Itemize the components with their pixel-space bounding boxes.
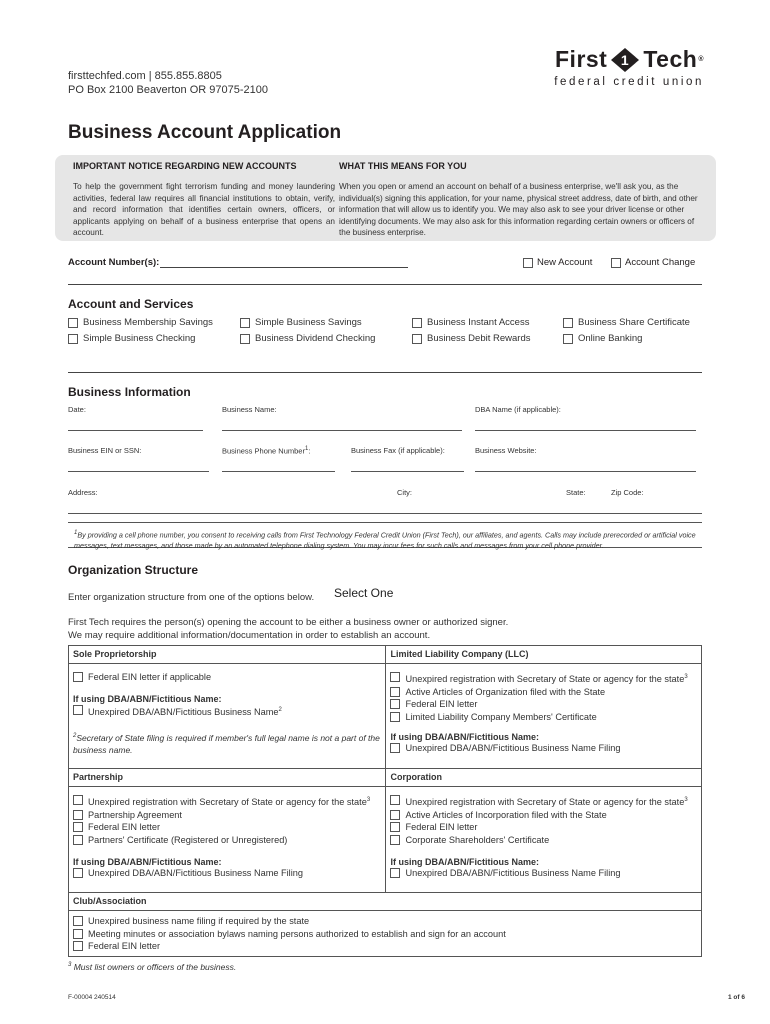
corporation-dba-heading: If using DBA/ABN/Fictitious Name: [390,857,539,868]
page-title: Business Account Application [68,122,342,143]
club-name-filing-option[interactable] [69,915,701,928]
llc-registration-sup: 3 [684,674,688,680]
address-label: Address: [68,488,98,497]
logo-subtitle: federal credit union [554,76,704,88]
sole-ein-option[interactable] [69,671,385,684]
city-label: City: [397,488,412,497]
sole-footnote-text: Secretary of State filing is required if member's full legal name is not a part of the business name. [73,732,380,755]
corporation-registration-label [405,794,687,809]
service-label: Business Membership Savings [83,317,213,328]
corporation-articles-label: Active Articles of Incorporation filed with the State [405,809,607,820]
footnote-text: By providing a cell phone number, you consent to receiving calls from First Technology Federal Credit Union (First Tech), our affiliates, and agents. Calls may include prerecorded or artificial voice messages, text messages, and those made by an automated telephone dialing system. You may incur fees for such calls and messages from your cell phone provider. [74,530,696,550]
llc-registration-text: Unexpired registration with Secretary of State or agency for the state [405,674,685,685]
service-label: Online Banking [578,333,643,344]
llc-dba-option[interactable] [386,742,701,755]
service-checkbox[interactable] [412,334,422,344]
corporate-shareholders-label: Corporate Shareholders' Certificate [405,834,550,845]
website-label: Business Website: [475,446,537,455]
partnership-registration-option[interactable] [69,794,385,809]
partnership-dba-option[interactable] [69,867,385,880]
corporate-shareholders-option[interactable] [386,834,701,847]
partnership-ein-option[interactable] [69,821,385,834]
service-label: Simple Business Savings [255,317,362,328]
phone-label-sup: 1 [304,446,309,452]
corporation-dba-checkbox[interactable] [390,868,400,878]
org-structure-heading: Organization Structure [68,563,199,577]
corporation-heading: Corporation [386,769,701,787]
account-change-label: Account Change [625,257,696,268]
llc-ein-checkbox[interactable] [390,699,400,709]
llc-articles-label: Active Articles of Organization filed with the State [405,686,606,697]
llc-dba-heading: If using DBA/ABN/Fictitious Name: [390,732,539,743]
footnote-marker: 1 [74,530,78,536]
org-requirement-line1: First Tech requires the person(s) opening the account to be either a business owner or authorized signer. [68,617,509,628]
service-option[interactable] [68,317,213,328]
club-ein-checkbox[interactable] [73,941,83,951]
cell-phone-consent-footnote [68,522,702,548]
service-checkbox[interactable] [240,318,250,328]
sole-dba-option[interactable] [69,704,385,719]
corporation-dba-option[interactable] [386,867,701,880]
service-option[interactable] [563,317,690,328]
org-structure-select[interactable]: Select One [334,586,394,600]
corporation-registration-checkbox[interactable] [390,795,400,805]
owners-footnote [68,962,236,972]
llc-articles-option[interactable] [386,686,701,699]
llc-ein-option[interactable] [386,698,701,711]
service-label: Business Instant Access [427,317,530,328]
corporation-articles-option[interactable] [386,809,701,822]
partnership-agreement-checkbox[interactable] [73,810,83,820]
org-structure-prompt: Enter organization structure from one of the options below. [68,592,315,603]
partnership-agreement-option[interactable] [69,809,385,822]
service-option[interactable] [240,317,362,328]
fax-label: Business Fax (if applicable): [351,446,445,455]
corporation-registration-option[interactable] [386,794,701,809]
service-checkbox[interactable] [412,318,422,328]
dba-name-label: DBA Name (if applicable): [475,405,561,414]
contact-line-web-phone: firsttechfed.com | 855.855.8805 [68,70,222,82]
service-label: Business Debit Rewards [427,333,531,344]
phone-label-text: Business Phone Number [222,446,305,456]
org-requirement-line2: We may require additional information/documentation in order to establish an account. [68,630,431,641]
partnership-registration-label [88,794,370,809]
new-account-option[interactable] [523,257,592,268]
phone-label [222,446,310,456]
new-account-checkbox[interactable] [523,258,533,268]
corporation-cell [386,769,702,893]
logo-word-tech: Tech [643,46,698,72]
service-option[interactable] [240,333,375,344]
corporation-articles-checkbox[interactable] [390,810,400,820]
club-minutes-label: Meeting minutes or association bylaws naming persons authorized to establish and sign for an account [88,928,506,939]
llc-articles-checkbox[interactable] [390,687,400,697]
phone-field[interactable] [222,471,335,472]
corporation-dba-label: Unexpired DBA/ABN/Fictitious Business Name Filing [405,868,621,879]
club-name-filing-checkbox[interactable] [73,916,83,926]
partners-certificate-label: Partners' Certificate (Registered or Unregistered) [88,834,288,845]
llc-members-checkbox[interactable] [390,712,400,722]
partnership-registration-text: Unexpired registration with Secretary of State or agency for the state [88,797,367,808]
org-structure-table [68,645,702,957]
corporation-registration-text: Unexpired registration with Secretary of State or agency for the state [405,797,685,808]
llc-registration-label [405,671,687,686]
ein-label: Business EIN or SSN: [68,446,142,455]
date-field[interactable] [68,430,203,431]
service-option[interactable] [412,317,529,328]
sole-footnote-marker: 2 [73,733,77,740]
service-label: Business Dividend Checking [255,333,376,344]
service-checkbox[interactable] [68,318,78,328]
corporate-shareholders-checkbox[interactable] [390,835,400,845]
contact-line-address: PO Box 2100 Beaverton OR 97075-2100 [68,84,268,96]
service-checkbox[interactable] [563,334,573,344]
service-option[interactable] [412,333,531,344]
account-change-option[interactable] [611,257,695,268]
llc-cell [386,646,702,769]
fax-field[interactable] [351,471,464,472]
phone-label-colon: : [308,446,311,456]
club-association-cell [69,893,702,957]
address-field[interactable] [68,513,702,514]
notice-right-text: When you open or amend an account on behalf of a business enterprise, we'll ask you, as the individual(s) signing this application, for your name, physical street address, date of birth, and other information that will allow us to identify you. We may also ask to see your driver license or other identifying documents. We may also ask for this information regarding certain owners or officers of the business enterprise. [339,182,698,238]
notice-right-heading: WHAT THIS MEANS FOR YOU [339,161,467,171]
llc-dba-checkbox[interactable] [390,743,400,753]
partnership-agreement-label: Partnership Agreement [88,809,182,820]
partners-certificate-option[interactable] [69,834,385,847]
club-minutes-checkbox[interactable] [73,929,83,939]
club-ein-label: Federal EIN letter [88,941,160,951]
corporation-ein-label: Federal EIN letter [405,822,478,833]
llc-dba-label: Unexpired DBA/ABN/Fictitious Business Name Filing [405,743,621,754]
new-account-label: New Account [537,257,593,268]
business-info-heading: Business Information [68,385,191,399]
partnership-registration-sup: 3 [366,797,371,803]
owners-footnote-marker: 3 [68,962,72,969]
account-number-label: Account Number(s): [68,257,160,268]
service-option[interactable] [68,333,195,344]
account-change-checkbox[interactable] [611,258,621,268]
llc-heading: Limited Liability Company (LLC) [386,646,701,664]
service-label: Simple Business Checking [83,333,196,344]
sole-proprietorship-cell [69,646,386,769]
date-label: Date: [68,405,86,414]
llc-registration-checkbox[interactable] [390,672,400,682]
logo-registered-mark: ® [698,56,704,63]
page-number: 1 of 6 [728,994,745,1001]
club-name-filing-label: Unexpired business name filing if required by the state [88,916,310,926]
corporation-registration-sup: 3 [684,797,688,803]
sole-dba-heading: If using DBA/ABN/Fictitious Name: [73,693,222,704]
partnership-registration-checkbox[interactable] [73,795,83,805]
partners-certificate-checkbox[interactable] [73,835,83,845]
ein-field[interactable] [68,471,209,472]
service-checkbox[interactable] [240,334,250,344]
club-minutes-option[interactable] [69,928,701,941]
business-name-field[interactable] [222,430,462,431]
partnership-dba-label: Unexpired DBA/ABN/Fictitious Business Name Filing [88,868,303,879]
section-divider [68,284,702,285]
form-id: F-00004 240514 [68,994,116,1001]
sole-dba-label [88,704,282,719]
account-number-field[interactable] [160,267,408,268]
partnership-ein-checkbox[interactable] [73,822,83,832]
service-label: Business Share Certificate [578,317,690,328]
partnership-ein-label: Federal EIN letter [88,822,160,833]
sole-ein-checkbox[interactable] [73,672,83,682]
website-field[interactable] [475,471,696,472]
partnership-dba-heading: If using DBA/ABN/Fictitious Name: [73,857,222,868]
sole-dba-label-text: Unexpired DBA/ABN/Fictitious Business Name [88,706,279,717]
service-checkbox[interactable] [563,318,573,328]
llc-registration-option[interactable] [386,671,701,686]
logo-arrow-icon [610,47,640,73]
llc-ein-label: Federal EIN letter [405,699,478,710]
llc-members-option[interactable] [386,711,701,724]
sole-ein-label: Federal EIN letter if applicable [88,672,212,682]
partnership-cell [69,769,386,893]
notice-left-heading: IMPORTANT NOTICE REGARDING NEW ACCOUNTS [73,161,297,171]
service-checkbox[interactable] [68,334,78,344]
notice-left-text: To help the government fight terrorism funding and money laundering activities, federal law requires all financial institutions to obtain, verify, and record information that identifies certain owners, officers, or applicants applying on behalf of a business enterprise that opens an account. [73,182,335,238]
logo-word-first: First [555,46,608,72]
partnership-dba-checkbox[interactable] [73,868,83,878]
sole-proprietorship-heading: Sole Proprietorship [69,646,385,664]
section-divider [68,372,702,373]
first-tech-logo [514,46,704,88]
owners-footnote-text: Must list owners or officers of the business. [73,962,237,972]
services-heading: Account and Services [68,297,194,311]
important-notice-box [55,155,716,241]
sole-dba-checkbox[interactable] [73,705,83,715]
club-ein-option[interactable] [69,940,701,953]
zip-label: Zip Code: [611,488,644,497]
sole-footnote [69,730,385,756]
partnership-heading: Partnership [69,769,385,787]
corporation-ein-option[interactable] [386,821,701,834]
club-association-heading: Club/Association [69,893,701,911]
corporation-ein-checkbox[interactable] [390,822,400,832]
state-label: State: [566,488,586,497]
sole-dba-sup: 2 [278,706,282,713]
llc-members-label: Limited Liability Company Members' Certificate [405,711,597,722]
logo-icon-digit: 1 [621,51,630,68]
service-option[interactable] [563,333,642,344]
dba-name-field[interactable] [475,430,696,431]
business-name-label: Business Name: [222,405,277,414]
